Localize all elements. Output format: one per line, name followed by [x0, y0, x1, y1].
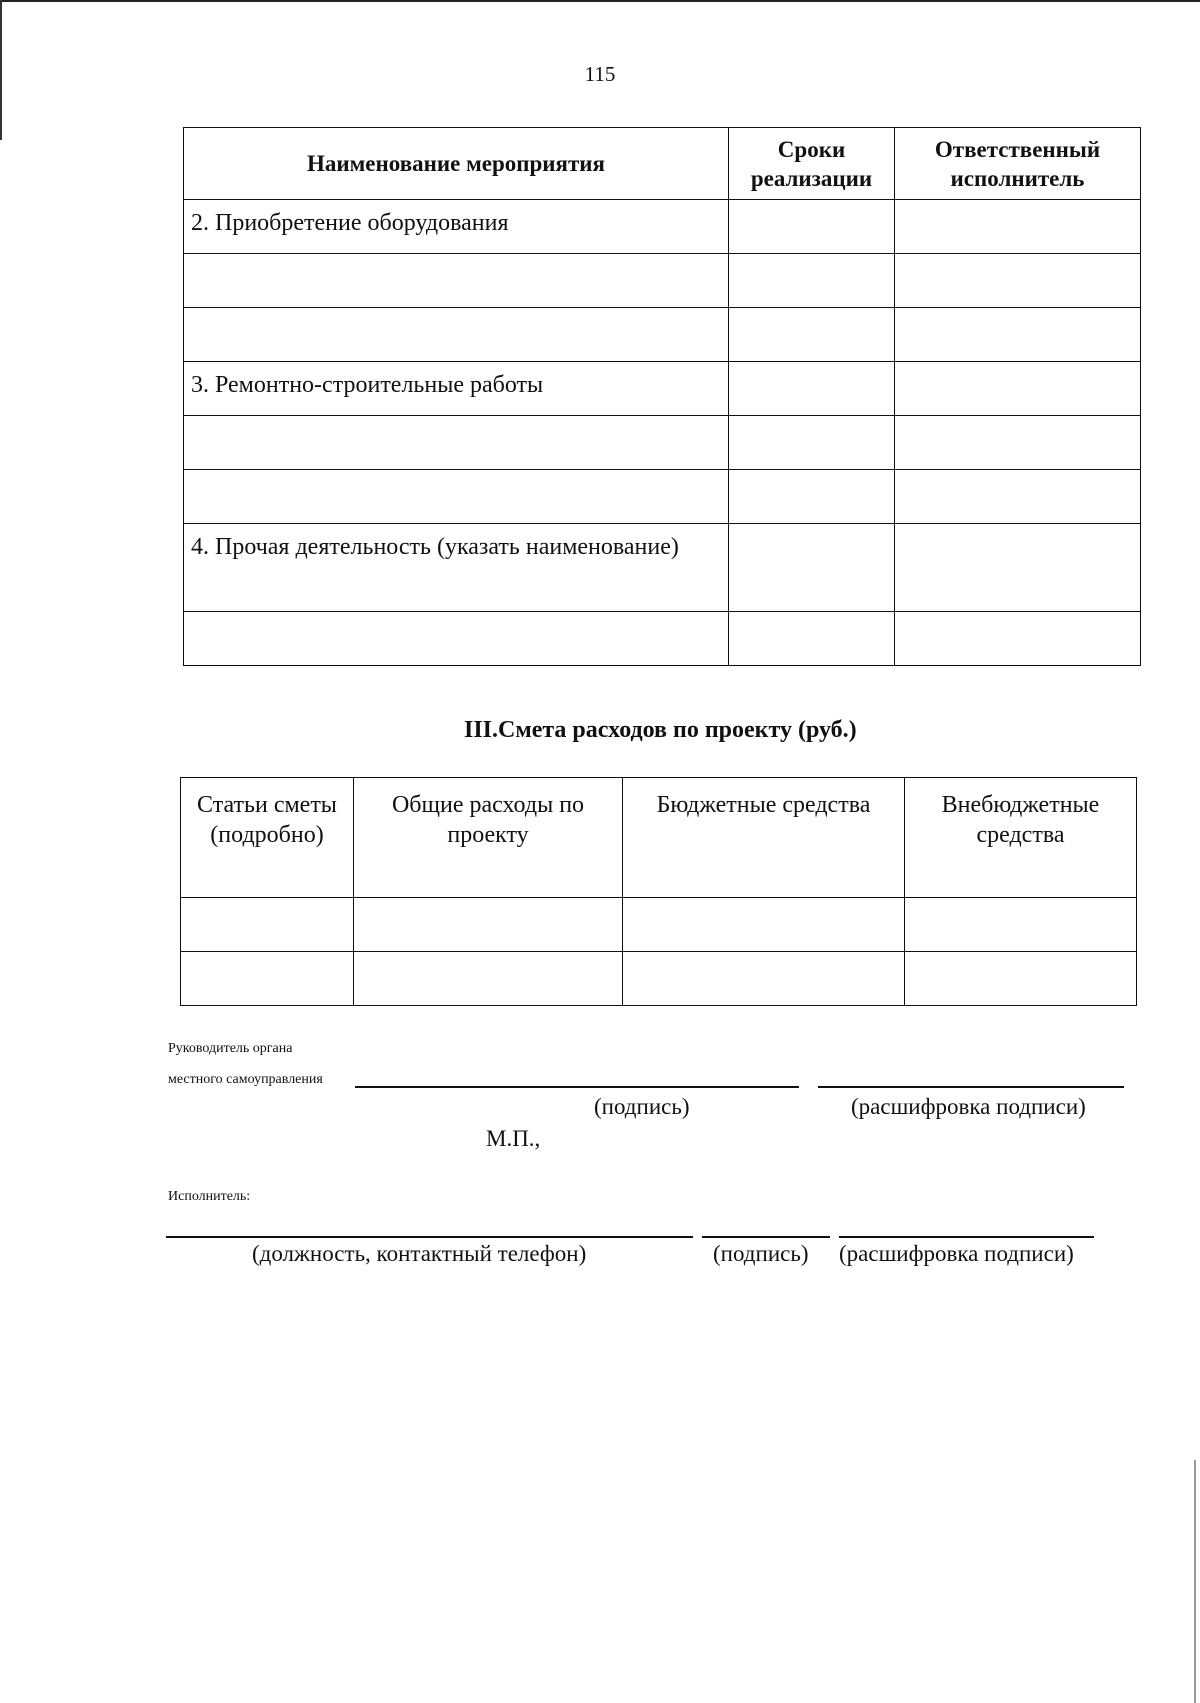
cell-extra-budget [905, 898, 1137, 952]
cell-terms [729, 200, 895, 254]
table-row [184, 254, 1141, 308]
header-budget: Бюджетные средства [623, 778, 905, 898]
table-row [184, 470, 1141, 524]
cell-responsible [895, 362, 1141, 416]
decoding-caption: (расшифровка подписи) [851, 1094, 1086, 1119]
table-row [184, 362, 1141, 416]
cell-budget [623, 898, 905, 952]
head-signature-line[interactable] [355, 1086, 799, 1088]
table-row [181, 952, 1137, 1006]
cell-terms [729, 416, 895, 470]
cell-terms [729, 254, 895, 308]
cell-name [184, 416, 729, 470]
cell-responsible [895, 308, 1141, 362]
cell-name: 2. Приобретение оборудования [184, 200, 729, 254]
executor-position-line[interactable] [166, 1236, 693, 1238]
cell-name [184, 470, 729, 524]
scan-edge-top [0, 0, 1200, 2]
cell-responsible [895, 524, 1141, 612]
cell-total [354, 952, 623, 1006]
head-label-line1: Руководитель органа [168, 1041, 293, 1056]
table-row [184, 524, 1141, 612]
cell-name: 3. Ремонтно-строительные работы [184, 362, 729, 416]
cell-responsible [895, 200, 1141, 254]
cell-name [184, 308, 729, 362]
activities-table [183, 127, 1141, 666]
cell-items [181, 952, 354, 1006]
executor-decoding-caption: (расшифровка подписи) [839, 1241, 1074, 1266]
table-row [184, 416, 1141, 470]
head-label-line2: местного самоуправления [168, 1072, 323, 1087]
position-caption: (должность, контактный телефон) [252, 1241, 587, 1266]
cell-total [354, 898, 623, 952]
cell-terms [729, 308, 895, 362]
cell-responsible [895, 612, 1141, 666]
header-responsible: Ответственный исполнитель [895, 128, 1141, 200]
cell-responsible [895, 254, 1141, 308]
executor-label: Исполнитель: [168, 1189, 251, 1204]
budget-table [180, 777, 1137, 1006]
header-items: Статьи сметы (подробно) [181, 778, 354, 898]
cell-terms [729, 470, 895, 524]
cell-name [184, 254, 729, 308]
header-name: Наименование мероприятия [184, 128, 729, 200]
table-header-row [181, 778, 1137, 898]
page-number: 115 [584, 62, 616, 86]
cell-responsible [895, 470, 1141, 524]
cell-extra-budget [905, 952, 1137, 1006]
executor-signature-caption: (подпись) [713, 1241, 809, 1266]
table-header-row [184, 128, 1141, 200]
head-decoding-line[interactable] [818, 1086, 1124, 1088]
executor-signature-line[interactable] [702, 1236, 830, 1238]
cell-terms [729, 524, 895, 612]
signature-caption: (подпись) [594, 1094, 690, 1119]
cell-budget [623, 952, 905, 1006]
header-extra-budget: Внебюджетные средства [905, 778, 1137, 898]
header-total: Общие расходы по проекту [354, 778, 623, 898]
cell-items [181, 898, 354, 952]
header-terms: Сроки реализации [729, 128, 895, 200]
table-row [181, 898, 1137, 952]
cell-name: 4. Прочая деятельность (указать наименование) [184, 524, 729, 612]
cell-responsible [895, 416, 1141, 470]
section-title: III.Смета расходов по проекту (руб.) [464, 717, 857, 743]
cell-terms [729, 362, 895, 416]
cell-terms [729, 612, 895, 666]
stamp-label: М.П., [486, 1126, 541, 1151]
table-row [184, 200, 1141, 254]
scan-edge-right [1194, 1460, 1196, 1703]
executor-decoding-line[interactable] [839, 1236, 1094, 1238]
table-row [184, 612, 1141, 666]
cell-name [184, 612, 729, 666]
table-row [184, 308, 1141, 362]
